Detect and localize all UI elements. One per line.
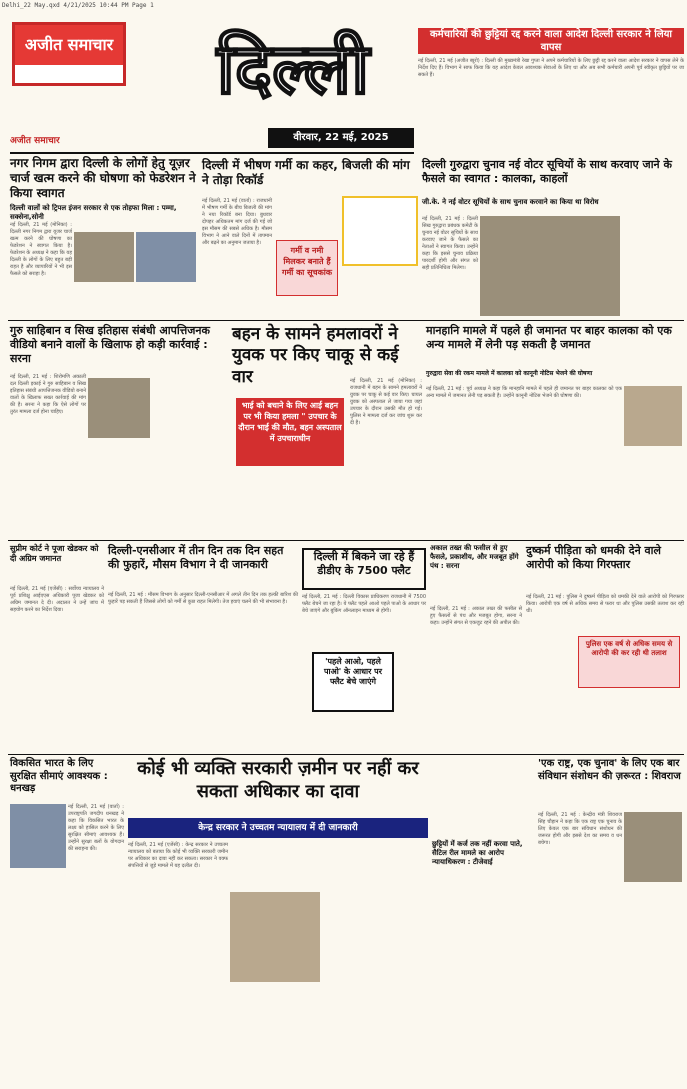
masthead-title: दिल्ली (216, 27, 370, 110)
court-photo (230, 892, 320, 982)
brand-logo (12, 22, 126, 86)
gurdwara-headline: दिल्ली गुरुद्वारा चुनाव नई वोटर सूचियों के साथ करवाए जाने के फैसले का स्वागत : कालका, काहलों (422, 158, 672, 185)
row-rule-2 (8, 540, 684, 541)
nigam-photo-1 (74, 232, 134, 282)
chhuttiyon-headline: छुट्टियों में कर्ज तक नहीं करवा पाते, सैटिल रील मामले का आरोप न्यायाधिकरण : टीजेवाई (432, 840, 523, 866)
akal-headline: अकाल तख्त की फसील से हुए फैसले, प्रकाशीय, और मजबूत होंगे पंथ : सरना (430, 544, 519, 570)
garmi-headline: दिल्ली में भीषण गर्मी का कहर, बिजली की मांग ने तोड़ा रिकॉर्ड (202, 158, 410, 187)
gurdwara-photo (480, 216, 620, 316)
viksit-headline: विकसित भारत के लिए सुरक्षित सीमाएं आवश्यक : धनखड़ (10, 758, 108, 794)
supreme-body: नई दिल्ली, 21 मई (एजेंसी) : सर्वोच्च न्यायालय ने पूर्व प्रशिक्षु आईएएस अधिकारी पूजा खेडकर को अग्रिम जमानत दे दी। अदालत ने उन्हें जांच में सहयोग करने का निर्देश दिया। (10, 586, 104, 613)
court-bar: केन्द्र सरकार ने उच्चतम न्यायालय में दी जानकारी (128, 818, 428, 838)
gurusahiban-headline: गुरु साहिबान व सिख इतिहास संबंधी आपत्तिजनक वीडियो बनाने वालों के खिलाफ हो कड़ी कार्रवाई : सरना (10, 324, 210, 365)
gurdwara-subhead: जी.के. ने नई वोटर सूचियों के साथ चुनाव करवाने का किया था विरोध (422, 198, 599, 206)
flat-body: नई दिल्ली, 21 मई : दिल्ली विकास प्राधिकरण राजधानी में 7500 फ्लैट बेचने जा रहा है। ये फ्लैट पहले आओ पहले पाओ के आधार पर बेचे जाएंगे और बुकिंग ऑनलाइन माध्यम से होगी। (302, 594, 426, 614)
dateline: वीरवार, 22 मई, 2025 (268, 128, 414, 148)
ncr-headline: दिल्ली-एनसीआर में तीन दिन तक दिन सहत की फुहारें, मौसम विभाग ने दी जानकारी (108, 544, 284, 571)
gurusahiban-photo (88, 378, 150, 438)
flat-headline: दिल्ली में बिकने जा रहे हैं डीडीए के 7500 फ्लैट (302, 548, 426, 590)
gurusahiban-body: नई दिल्ली, 21 मई : शिरोमणि अकाली दल दिल्ली इकाई ने गुरु साहिबान व सिख इतिहास संबंधी आपत्तिजनक वीडियो बनाने वालों के खिलाफ सख्त कार्रवाई की मांग की है। सरना ने कहा कि ऐसे लोगों पर तुरंत मामला दर्ज होना चाहिए। (10, 374, 86, 415)
manhani-photo (624, 386, 682, 446)
row-rule-1 (8, 320, 684, 321)
calendar-panel (342, 196, 418, 266)
masthead-rule (10, 152, 414, 154)
supreme-headline: सुप्रीम कोर्ट ने पूजा खेडकर को दी अग्रिम जमानत (10, 544, 99, 563)
behan-body: नई दिल्ली, 21 मई (मोनिका) : राजधानी में बहन के सामने हमलावरों ने युवक पर चाकू से कई वार किए। घायल युवक को अस्पताल ले जाया गया जहां उपचार के दौरान उसकी मौत हो गई। पुलिस ने मामला दर्ज कर जांच शुरू कर दी है। (350, 378, 422, 426)
viksit-photo (10, 804, 66, 868)
gurdwara-body: नई दिल्ली, 21 मई : दिल्ली सिख गुरुद्वारा प्रबंधक कमेटी के चुनाव नई वोटर सूचियों के साथ करवाए जाने के फैसले का नेताओं ने स्वागत किया। उन्होंने कहा कि इससे चुनाव प्रक्रिया पारदर्शी होगी और संगत को सही प्रतिनिधित्व मिलेगा। (422, 216, 478, 271)
nigam-headline: नगर निगम द्वारा दिल्ली के लोगों हेतु यूज़र चार्ज खत्म करने की घोषणा को फेडरेशन ने किया स्वागत (10, 156, 196, 200)
ekrashtra-photo (624, 812, 682, 882)
row-rule-3 (8, 754, 684, 755)
top-right-body: नई दिल्ली, 21 मई (अजीत ब्यूरो) : दिल्ली की मुख्यमंत्री रेखा गुप्ता ने अपने कर्मचारियों के लिए छुट्टी रद्द करने वाला आदेश सरकार ने वापस लेने के निर्देश दिए हैं। विभाग ने साफ किया कि यह आदेश केवल आवश्यक सेवाओं के लिए था और अब सभी कर्मचारी अपनी पूर्व स्वीकृत छुट्टियों पर जा सकते हैं। (418, 58, 684, 78)
manhani-subhead: गुरुद्वारा सेवा की रकम मामले में कालका को कानूनी नोटिस भेजने की घोषणा (426, 370, 593, 377)
garmi-box: गर्मी व नमी मिलकर बनाते हैं गर्मी का सूचकांक (276, 240, 338, 296)
koi-body: नई दिल्ली, 21 मई (एजेंसी) : केन्द्र सरकार ने उच्चतम न्यायालय को बताया कि कोई भी व्यक्ति सरकारी जमीन पर अधिकार का दावा नहीं कर सकता। सरकार ने वक्फ संपत्तियों से जुड़े मामले में यह दलील दी। (128, 842, 228, 869)
ekrashtra-body: नई दिल्ली, 21 मई : केन्द्रीय मंत्री शिवराज सिंह चौहान ने कहा कि एक राष्ट्र एक चुनाव के लिए केवल एक बार संविधान संशोधन की जरूरत होगी और इससे देश का समय व धन बचेगा। (538, 812, 622, 846)
ncr-body: नई दिल्ली, 21 मई : मौसम विभाग के अनुसार दिल्ली-एनसीआर में अगले तीन दिन तक हल्की बारिश की फुहारें पड़ सकती हैं जिससे लोगों को गर्मी से कुछ राहत मिलेगी। तेज हवाएं चलने की भी संभावना है। (108, 592, 298, 605)
nigam-photo-2 (136, 232, 196, 282)
koi-headline: कोई भी व्यक्ति सरकारी ज़मीन पर नहीं कर सकता अधिकार का दावा (137, 758, 419, 802)
behan-box: भाई को बचाने के लिए आई बहन पर भी किया हमला " उपचार के दौरान भाई की मौत, बहन अस्पताल में उपचाराधीन (236, 398, 344, 466)
brand-logo-text: अजीत समाचार (15, 25, 123, 65)
viksit-body: नई दिल्ली, 21 मई (वार्ता) : उपराष्ट्रपति जगदीप धनखड़ ने कहा कि विकसित भारत के लक्ष्य को हासिल करने के लिए सुरक्षित सीमाएं आवश्यक हैं। उन्होंने सुरक्षा बलों के योगदान की सराहना की। (68, 804, 124, 852)
dushkarm-headline: दुष्कर्म पीड़िता को धमकी देने वाले आरोपी को किया गिरफ्तार (526, 544, 661, 571)
nigam-subhead: दिल्ली वालों को ट्रिपल इंजन सरकार से एक तोहफा मिला : पम्मा, सक्सेना,सोनी (10, 204, 177, 221)
top-right-headline: कर्मचारियों की छुट्टियां रद्द करने वाला आदेश दिल्ली सरकार ने लिया वापस (418, 28, 684, 54)
flat-quote: 'पहले आओ, पहले पाओ' के आधार पर फ्लैट बेचे जाएंगे (312, 652, 394, 712)
dushkarm-body: नई दिल्ली, 21 मई : पुलिस ने दुष्कर्म पीड़िता को धमकी देने वाले आरोपी को गिरफ्तार किया। आरोपी एक वर्ष से अधिक समय से फरार था और पुलिस उसकी तलाश कर रही थी। (526, 594, 684, 614)
manhani-body: नई दिल्ली, 21 मई : पूर्व अध्यक्ष ने कहा कि मानहानि मामले में पहले ही जमानत पर बाहर कालका को एक अन्य मामले में जमानत लेनी पड़ सकती है। उन्होंने कानूनी नोटिस भेजने की घोषणा की। (426, 386, 622, 399)
garmi-body: नई दिल्ली, 21 मई (वार्ता) : राजधानी में भीषण गर्मी के बीच बिजली की मांग ने नया रिकॉर्ड बना दिया। बुधवार दोपहर अधिकतम मांग दर्ज की गई जो इस मौसम की सबसे अधिक है। मौसम विभाग ने आने वाले दिनों में तापमान और बढ़ने का अनुमान जताया है। (202, 198, 272, 246)
manhani-headline: मानहानि मामले में पहले ही जमानत पर बाहर कालका को एक अन्य मामले में लेनी पड़ सकती है जमानत (426, 324, 672, 351)
behan-headline: बहन के सामने हमलावरों ने युवक पर किए चाकू से कई वार (232, 324, 399, 387)
akal-body: नई दिल्ली, 21 मई : अकाल तख्त की फसील से हुए फैसलों से पंथ और मजबूत होगा, सरना ने कहा। उन्होंने संगत से एकजुट रहने की अपील की। (430, 606, 522, 626)
page-slug: Delhi_22 May.qxd 4/21/2025 10:44 PM Page 1 (2, 2, 154, 9)
police-box: पुलिस एक वर्ष से अधिक समय से आरोपी की कर रही थी तलाश (578, 636, 680, 688)
ekrashtra-headline: 'एक राष्ट्र, एक चुनाव' के लिए एक बार संविधान संशोधन की ज़रूरत : शिवराज (538, 758, 681, 782)
brand-sub-label: अजीत समाचार (10, 136, 60, 146)
nigam-body: नई दिल्ली, 21 मई (मोनिका) : दिल्ली नगर निगम द्वारा यूजर चार्ज खत्म करने की घोषणा का फेडरेशन ने स्वागत किया है। फेडरेशन के अध्यक्ष ने कहा कि यह दिल्ली के लोगों के लिए बहुत बड़ी राहत है और व्यापारियों ने भी इस फैसले को सराहा है। (10, 222, 72, 277)
